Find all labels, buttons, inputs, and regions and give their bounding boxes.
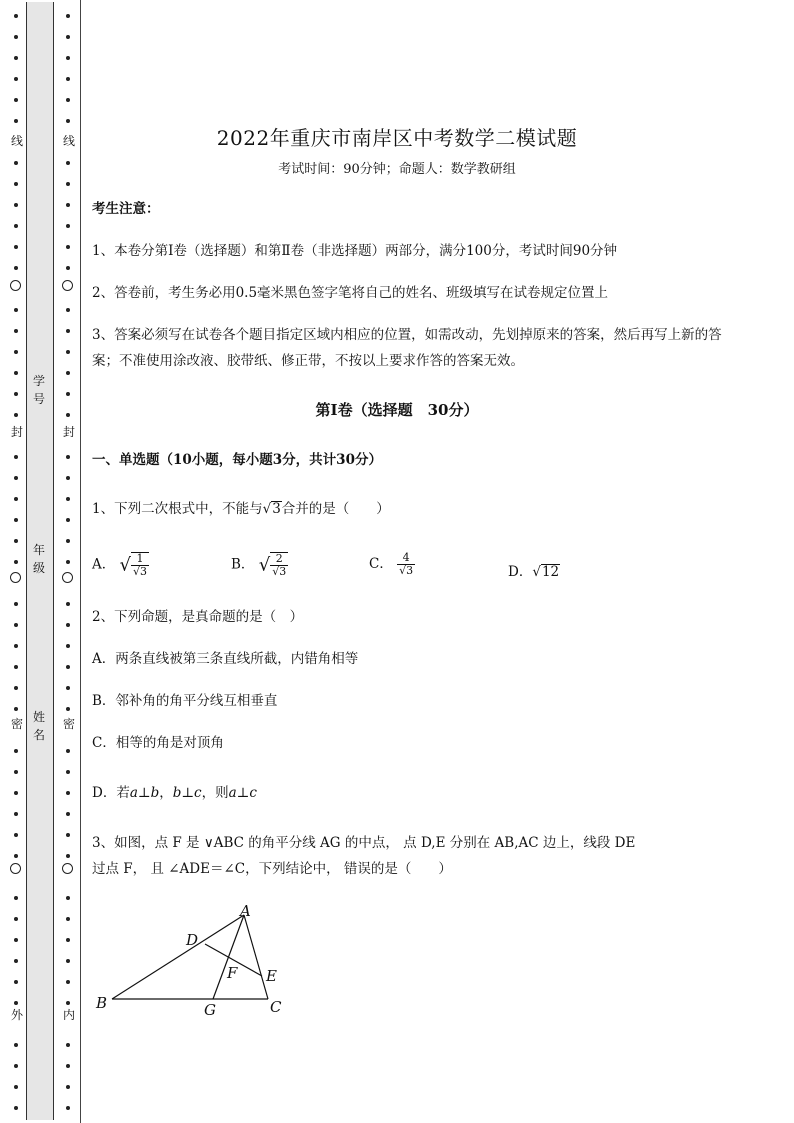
seal-dot: [66, 812, 70, 816]
seal-dot: [14, 686, 18, 690]
seal-dot: [66, 602, 70, 606]
seal-dot: [14, 350, 18, 354]
seal-dot: [14, 14, 18, 18]
q1-stem-radicand: 3: [272, 501, 281, 517]
seal-dot: [14, 791, 18, 795]
seal-dot: [66, 518, 70, 522]
seal-dot: [14, 35, 18, 39]
gutter-rule: [80, 0, 81, 1123]
q1-sqrt-sign: √: [262, 501, 272, 517]
seal-dot: [66, 770, 70, 774]
seal-dots-left: [6, 0, 28, 1123]
q1-option-c[interactable]: [369, 552, 415, 577]
question-3-line-1: 3、如图，点 F 是 ∨ABC 的角平分线 AG 的中点， 点 D,E 分别在 AB,AC 边上，线段 DE: [92, 835, 636, 851]
seal-dot: [14, 476, 18, 480]
seal-dot: [66, 14, 70, 18]
side-ac: [244, 915, 268, 999]
seal-dot: [66, 350, 70, 354]
seal-dot: [66, 1085, 70, 1089]
seal-dot: [14, 896, 18, 900]
seal-dot: [66, 1064, 70, 1068]
q2-option-c[interactable]: C．相等的角是对顶角: [92, 735, 224, 751]
left-seal-line: [6, 0, 28, 1123]
seal-dot: [14, 938, 18, 942]
seal-dot: [66, 35, 70, 39]
seal-dot: [14, 329, 18, 333]
q1-option-b[interactable]: B． √ $\frac{2}{√3}$: [231, 552, 287, 578]
point-label-a: A: [240, 902, 251, 920]
question-1-stem: [92, 496, 754, 522]
seal-dot: [66, 938, 70, 942]
seal-dot: [14, 308, 18, 312]
point-label-b: B: [96, 994, 108, 1012]
seal-dot: [66, 455, 70, 459]
seal-dot: [66, 77, 70, 81]
q2-d-mid2: ，则: [201, 785, 229, 801]
seal-dot: [14, 854, 18, 858]
q2-option-d[interactable]: [92, 780, 754, 806]
seal-dot: [66, 539, 70, 543]
seal-dot: [14, 1043, 18, 1047]
q2-d-pre: D．若: [92, 785, 130, 801]
seal-dots-inner: [58, 0, 80, 1123]
seal-dot: [66, 308, 70, 312]
part-heading: 一、单选题（10小题，每小题3分，共计30分）: [92, 452, 382, 468]
name-label: [26, 708, 52, 744]
seal-dot: [14, 98, 18, 102]
q2-option-b[interactable]: B．邻补角的角平分线互相垂直: [92, 693, 278, 709]
seal-dot: [66, 245, 70, 249]
q1-option-c-frac: [397, 552, 415, 577]
seal-dot: [14, 1001, 18, 1005]
q2-d-mid: ，: [159, 785, 173, 801]
seal-dot: [66, 665, 70, 669]
seal-dot: [14, 413, 18, 417]
seal-dot: [14, 266, 18, 270]
seal-char-xian-inner: 线: [58, 134, 80, 148]
notice-item-3: 3、答案必须写在试卷各个题目指定区域内相应的位置，如需改动，先划掉原来的答案，然后再写上新的答案；不准使用涂改液、胶带纸、修正带，不按以上要求作答的答案无效。: [92, 327, 722, 369]
student-id-label-text: 学 号: [32, 374, 45, 406]
seal-dot: [66, 980, 70, 984]
seal-dot: [14, 812, 18, 816]
grade-label: [26, 541, 52, 577]
seal-circle: [62, 572, 73, 583]
seal-dot: [14, 539, 18, 543]
exam-title: 2022年重庆市南岸区中考数学二模试题: [216, 126, 578, 150]
seal-dot: [14, 644, 18, 648]
seal-dot: [66, 224, 70, 228]
q1-c-num: 4: [397, 552, 415, 565]
seal-dot: [14, 182, 18, 186]
seal-char-mi: 密: [6, 717, 28, 731]
seal-dot: [66, 791, 70, 795]
seal-dot: [66, 623, 70, 627]
name-label-text: 姓 名: [32, 710, 45, 742]
q1-b-num: 2: [270, 553, 288, 566]
notice-heading: 考生注意：: [92, 201, 160, 217]
seal-char-feng: 封: [6, 425, 28, 439]
seal-dot: [66, 98, 70, 102]
seal-dot: [66, 1001, 70, 1005]
q1-option-a-label: A．: [92, 556, 116, 573]
seal-circle: [10, 280, 21, 291]
seal-dot: [66, 392, 70, 396]
seal-dot: [14, 1064, 18, 1068]
seal-dot: [14, 371, 18, 375]
q1-a-num: 1: [131, 553, 149, 566]
q1-option-a-frac: [131, 552, 149, 578]
seal-dot: [66, 476, 70, 480]
seal-char-mi-inner: 密: [58, 717, 80, 731]
seal-dot: [14, 560, 18, 564]
seal-dot: [66, 203, 70, 207]
seal-dot: [66, 959, 70, 963]
seal-dot: [14, 770, 18, 774]
seal-dot: [66, 371, 70, 375]
seal-dot: [14, 665, 18, 669]
q1-c-den: √3: [399, 564, 414, 577]
seal-dot: [14, 245, 18, 249]
seal-dot: [14, 56, 18, 60]
seal-dot: [14, 497, 18, 501]
seal-dot: [66, 56, 70, 60]
inner-seal-line: [58, 0, 80, 1123]
seal-dot: [14, 602, 18, 606]
q1-option-a[interactable]: A． √ $\frac{1}{√3}$: [92, 552, 148, 578]
seal-dot: [14, 1106, 18, 1110]
seal-dot: [14, 224, 18, 228]
seal-dot: [14, 203, 18, 207]
triangle-figure: [92, 896, 302, 1026]
seal-dot: [14, 917, 18, 921]
seal-circle: [62, 863, 73, 874]
student-id-label: [26, 372, 52, 408]
seal-dot: [66, 917, 70, 921]
seal-dot: [66, 833, 70, 837]
seal-dot: [66, 497, 70, 501]
seal-char-feng-inner: 封: [58, 425, 80, 439]
seal-dot: [14, 392, 18, 396]
seal-circle: [10, 572, 21, 583]
q2-d-math1: a⊥b: [129, 785, 160, 801]
seal-dot: [66, 329, 70, 333]
seal-char-xian: 线: [6, 134, 28, 148]
q2-d-math2: b⊥c: [172, 785, 202, 801]
q1-option-d-label: D．: [508, 564, 533, 580]
seal-dot: [14, 77, 18, 81]
q2-d-math3: a⊥c: [228, 785, 257, 801]
seal-dot: [66, 119, 70, 123]
seal-circle: [10, 863, 21, 874]
q1-option-c-label: C．: [369, 556, 393, 572]
seal-dot: [66, 644, 70, 648]
q1-stem-pre: 1、下列二次根式中，不能与: [92, 501, 263, 517]
seal-dot: [66, 560, 70, 564]
seal-dot: [14, 623, 18, 627]
question-3-line-2: 过点 F， 且 ∠ADE＝∠C，下列结论中， 错误的是（ ）: [92, 861, 452, 877]
q1-b-den: √3: [272, 565, 287, 578]
seal-dot: [66, 1043, 70, 1047]
question-2-stem: 2、下列命题，是真命题的是（ ）: [92, 609, 304, 625]
seal-dot: [14, 707, 18, 711]
seal-dot: [66, 896, 70, 900]
seal-dot: [14, 161, 18, 165]
q1-option-d[interactable]: D．√12: [508, 564, 560, 580]
seal-dot: [66, 266, 70, 270]
q1-stem-post: 合并的是（ ）: [281, 501, 390, 517]
seal-dot: [66, 413, 70, 417]
side-ab: [112, 915, 244, 999]
seal-dot: [14, 959, 18, 963]
point-label-e: E: [266, 967, 277, 985]
seal-dot: [66, 686, 70, 690]
q1-option-b-label: B．: [231, 556, 255, 573]
seal-dot: [14, 518, 18, 522]
seal-dot: [66, 707, 70, 711]
seal-dot: [14, 455, 18, 459]
notice-item-2: 2、答卷前，考生务必用0.5毫米黑色签字笔将自己的姓名、班级填写在试卷规定位置上: [92, 285, 609, 301]
seal-dot: [14, 119, 18, 123]
point-label-g: G: [204, 1001, 216, 1019]
seal-char-wai: 外: [6, 1008, 28, 1022]
seal-dot: [66, 1106, 70, 1110]
point-label-d: D: [186, 931, 199, 949]
seal-dot: [14, 749, 18, 753]
seal-char-nei: 内: [58, 1008, 80, 1022]
point-label-f: F: [227, 964, 238, 982]
seal-dot: [66, 182, 70, 186]
q2-option-a[interactable]: A．两条直线被第三条直线所截，内错角相等: [92, 651, 359, 667]
section-title: 第I卷（选择题 30分）: [315, 401, 479, 419]
seal-circle: [62, 280, 73, 291]
exam-subtitle: 考试时间：90分钟；命题人：数学教研组: [278, 162, 516, 177]
seal-dot: [14, 833, 18, 837]
q1-option-b-frac: [270, 552, 288, 578]
seal-dot: [14, 980, 18, 984]
seal-dot: [66, 854, 70, 858]
q1-a-den: √3: [133, 565, 148, 578]
grade-label-text: 年 级: [32, 543, 45, 575]
notice-item-1: 1、本卷分第I卷（选择题）和第Ⅱ卷（非选择题）两部分，满分100分，考试时间90分钟: [92, 243, 618, 259]
seal-dot: [66, 161, 70, 165]
seal-dot: [66, 749, 70, 753]
point-label-c: C: [270, 998, 282, 1016]
seal-dot: [14, 1085, 18, 1089]
q1-option-d-radicand: 12: [541, 564, 560, 580]
